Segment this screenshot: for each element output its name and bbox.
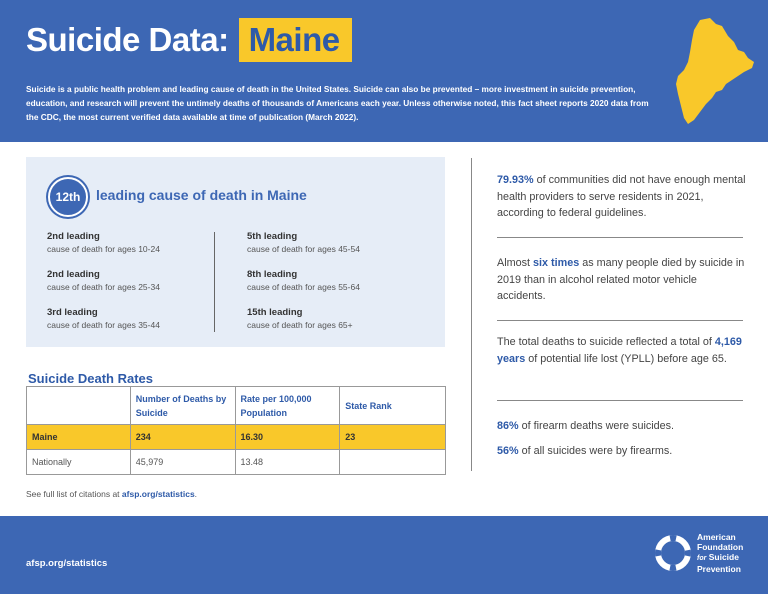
leading-cause-column-right — [247, 230, 360, 344]
table-header-cell: Number of Deaths by Suicide — [130, 387, 235, 425]
leading-desc: cause of death for ages 25-34 — [47, 282, 160, 292]
leading-desc: cause of death for ages 10-24 — [47, 244, 160, 254]
citation-suffix: . — [194, 489, 198, 499]
table-cell: 234 — [130, 425, 235, 450]
stat-providers — [497, 172, 747, 222]
logo-line: American — [697, 532, 736, 542]
page-title: Suicide Data: — [26, 21, 229, 58]
maine-map-icon — [672, 18, 758, 124]
logo-line: Prevention — [697, 564, 741, 574]
logo-line: Suicide — [708, 552, 739, 562]
stat-text: of all suicides were by firearms. — [518, 445, 673, 457]
footer-banner — [0, 516, 768, 594]
stat-divider — [497, 400, 743, 401]
table-header-cell — [27, 387, 131, 425]
citation-prefix: See full list of citations at — [26, 489, 122, 499]
leading-cause-item — [247, 268, 360, 306]
leading-desc: cause of death for ages 55-64 — [247, 282, 360, 292]
stat-highlight: 79.93% — [497, 174, 534, 186]
stat-text: as many people died by suicide in 2019 than in alcohol related motor vehicle accidents. — [497, 257, 745, 302]
stat-text: of potential life lost (YPLL) before age 65. — [525, 352, 727, 365]
stat-text: of firearm deaths were suicides. — [518, 420, 675, 432]
leading-cause-item — [247, 306, 360, 344]
leading-rank: 5th leading — [247, 231, 298, 242]
table-cell: Maine — [27, 425, 131, 450]
stat-ypll — [497, 334, 747, 367]
state-name-badge: Maine — [239, 18, 352, 62]
citation-note — [26, 489, 197, 499]
logo-line: for — [697, 555, 707, 562]
table-title: Suicide Death Rates — [28, 371, 153, 386]
table-cell: 45,979 — [130, 450, 235, 475]
table-header-row — [27, 387, 446, 425]
leading-cause-column-left — [47, 230, 160, 344]
stat-six-times — [497, 255, 747, 305]
stat-divider — [497, 320, 743, 321]
intro-text: Suicide is a public health problem and leading cause of death in the United States. Suicide can also be prevented – more investment in suicide prevention, education, and research will prevent the untimely deaths of thousands of Americans each year. Unless otherwise noted, this fact sheet reports 2020 data from the CDC, the most current verified data available at time of publication (March 2022). — [26, 84, 649, 122]
leading-rank: 2nd leading — [47, 269, 100, 280]
leading-desc: cause of death for ages 35-44 — [47, 320, 160, 330]
stat-text: Almost — [497, 257, 533, 269]
stat-highlight: six times — [533, 257, 580, 269]
leading-rank: 15th leading — [247, 307, 303, 318]
table-header-cell: State Rank — [340, 387, 446, 425]
table-cell: 23 — [340, 425, 446, 450]
leading-rank: 8th leading — [247, 269, 298, 280]
stat-highlight: 4,169 years — [497, 336, 742, 365]
leading-cause-panel — [26, 157, 445, 347]
life-ring-icon — [655, 535, 691, 571]
logo-wordmark — [697, 532, 743, 574]
stat-highlight: 56% — [497, 445, 519, 457]
panel-divider — [214, 232, 215, 332]
stat-text: The total deaths to suicide reflected a total of — [497, 336, 715, 348]
stat-firearm-deaths — [497, 418, 747, 435]
leading-desc: cause of death for ages 45-54 — [247, 244, 360, 254]
stat-divider — [497, 237, 743, 238]
rank-badge: 12th — [48, 177, 88, 217]
column-divider — [471, 158, 472, 471]
table-row — [27, 425, 446, 450]
logo-line: Foundation — [697, 542, 744, 552]
leading-cause-item — [247, 230, 360, 268]
header-banner — [0, 0, 768, 142]
table-cell: Nationally — [27, 450, 131, 475]
stat-highlight: 86% — [497, 420, 519, 432]
leading-cause-item — [47, 306, 160, 344]
stat-text: of communities did not have enough mental health providers to serve residents in 2021, according to federal guidelines. — [497, 174, 746, 219]
leading-rank: 2nd leading — [47, 231, 100, 242]
leading-cause-item — [47, 230, 160, 268]
table-cell — [340, 450, 446, 475]
leading-rank: 3rd leading — [47, 307, 98, 318]
stat-firearm-suicides — [497, 443, 747, 460]
citation-link[interactable]: afsp.org/statistics — [121, 489, 195, 499]
leading-desc: cause of death for ages 65+ — [247, 320, 353, 330]
table-cell: 13.48 — [235, 450, 340, 475]
rank-headline: leading cause of death in Maine — [96, 187, 307, 203]
footer-link[interactable]: afsp.org/statistics — [26, 558, 108, 569]
table-row — [27, 450, 446, 475]
title-row — [26, 18, 352, 62]
afsp-logo — [655, 532, 743, 574]
leading-cause-item — [47, 268, 160, 306]
table-header-cell: Rate per 100,000 Population — [235, 387, 340, 425]
table-cell: 16.30 — [235, 425, 340, 450]
death-rates-table — [26, 386, 446, 475]
